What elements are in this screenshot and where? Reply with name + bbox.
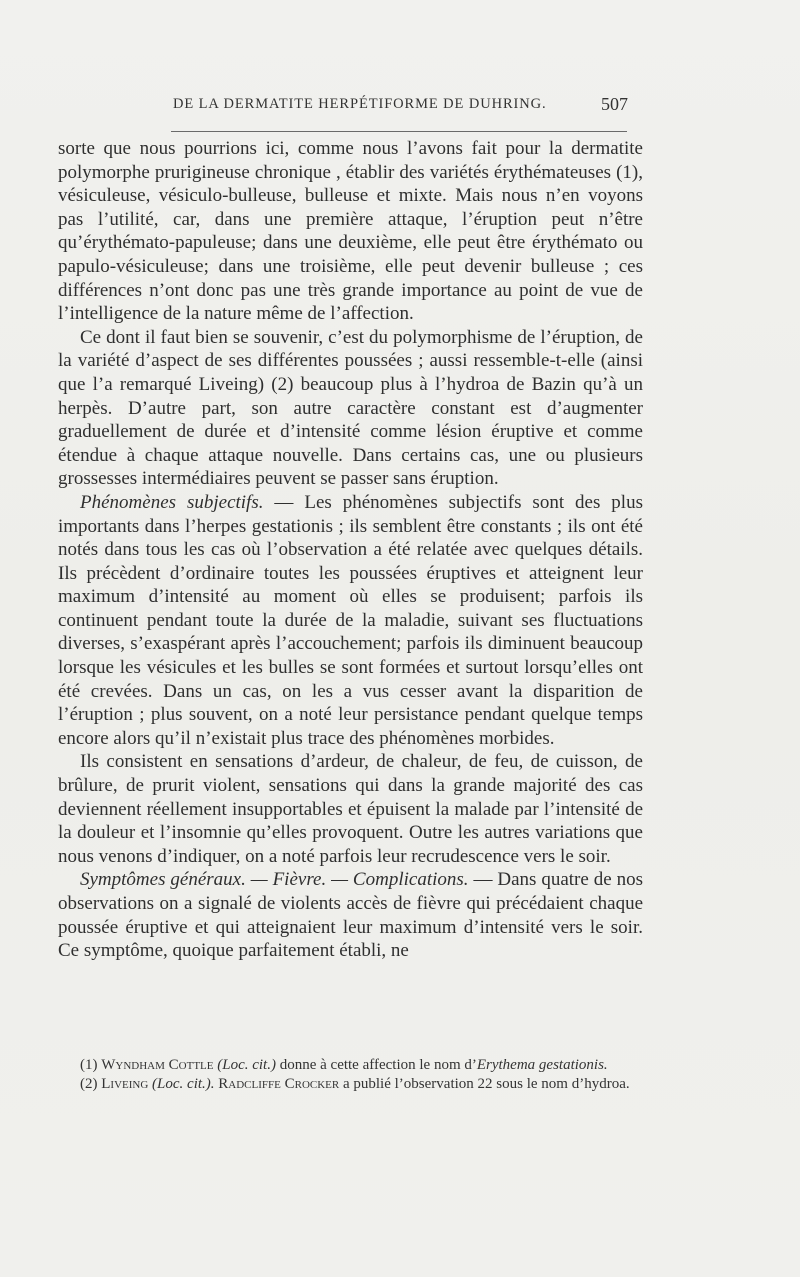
paragraph-5-text: — Dans quatre de nos observations on a signalé de violents accès de fièvre qui précédaient chaque poussée éruptive et qui atteignaient leur maximum d’intensité vers le soir. Ce symptôme, quoique parfaitement établi, ne	[58, 869, 643, 962]
footnote-1-reference: (Loc. cit.)	[217, 1057, 276, 1073]
paragraph-1: sorte que nous pourrions ici, comme nous l’avons fait pour la dermatite polymorphe prurigineuse chronique , établir des variétés érythémateuses (1), vésiculeuse, vésiculo-bulleuse, bulleuse et mixte. Mais nous n’en voyons pas l’utilité, car, dans une première attaque, l’éruption peut n’être qu’érythémato-papuleuse; dans une deuxième, elle peut être érythémato ou papulo-vésiculeuse; dans une troisième, elle peut devenir bulleuse ; ces différences n’ont donc pas une très grande importance au point de vue de l’intelligence de la nature même de l’affection.	[58, 138, 643, 325]
footnote-2-text: a publié l’observation 22 sous le nom d’hydroa.	[339, 1076, 630, 1092]
footnote-1-text: donne à cette affection le nom d’	[275, 1057, 477, 1073]
header-rule	[171, 131, 627, 132]
footnote-2	[58, 1075, 643, 1094]
running-head	[173, 96, 628, 118]
footnote-1-number: (1)	[80, 1057, 102, 1073]
running-title: DE LA DERMATITE HERPÉTIFORME DE DUHRING.	[173, 96, 547, 112]
footnote-2-number: (2)	[80, 1076, 102, 1092]
paragraph-2: Ce dont il faut bien se souvenir, c’est du polymorphisme de l’éruption, de la variété d’aspect de ses différentes poussées ; aussi ressemble-t-elle (ainsi que l’a remarqué Liveing) (2) beaucoup plus à l’hydroa de Bazin qu’à un herpès. D’autre part, son autre caractère constant est d’augmenter graduellement de durée et d’intensité comme lésion éruptive et comme étendue à chaque attaque nouvelle. Dans certains cas, une ou plusieurs grossesses intermédiaires peuvent se passer sans éruption.	[58, 326, 643, 490]
paragraph-3	[58, 491, 643, 751]
paragraph-3-text: — Les phénomènes subjectifs sont des plus importants dans l’herpes gestationis ; ils semblent être constants ; ils ont été notés dans tous les cas où l’observation a été relatée avec quelques détails. Ils précèdent d’ordinaire toutes les poussées éruptives et atteignent leur maximum d’intensité au moment où elles se produisent; parfois ils continuent pendant toute la durée de la maladie, suivant ses fluctuations diverses, s’exaspérant après l’accouchement; parfois ils diminuent beaucoup lorsque les vésicules et les bulles se sont formées et surtout lorsqu’elles ont été crevées. Dans un cas, on les a vus cesser avant la disparition de l’éruption ; plus souvent, on a noté leur persistance pendant quelque temps encore alors qu’il n’existait plus trace des phénomènes morbides.	[58, 491, 643, 749]
footnote-2-author: Liveing	[101, 1076, 149, 1092]
subjective-phenomena-heading: Phénomènes subjectifs.	[80, 491, 264, 513]
page-number: 507	[601, 94, 628, 114]
body-text	[58, 137, 643, 963]
footnote-2-reference: (Loc. cit.).	[152, 1076, 215, 1092]
paragraph-5	[58, 868, 643, 962]
footnote-1-author: Wyndham Cottle	[101, 1057, 214, 1073]
paragraph-4: Ils consistent en sensations d’ardeur, de chaleur, de feu, de cuisson, de brûlure, de prurit violent, sensations qui dans la grande majorité des cas deviennent réellement insupportables et épuisent la malade par l’intensité de la douleur et l’insomnie qu’elles provoquent. Outre les autres variations que nous venons d’indiquer, on a noté parfois leur recrudescence vers le soir.	[58, 751, 643, 867]
footnote-1	[58, 1056, 643, 1075]
footnote-2-author-2: Radcliffe Crocker	[218, 1076, 340, 1092]
footnote-1-term: Erythema gestationis.	[476, 1057, 608, 1073]
general-symptoms-heading: Symptômes généraux. — Fièvre. — Complications.	[80, 869, 469, 891]
footnotes	[58, 1056, 643, 1094]
